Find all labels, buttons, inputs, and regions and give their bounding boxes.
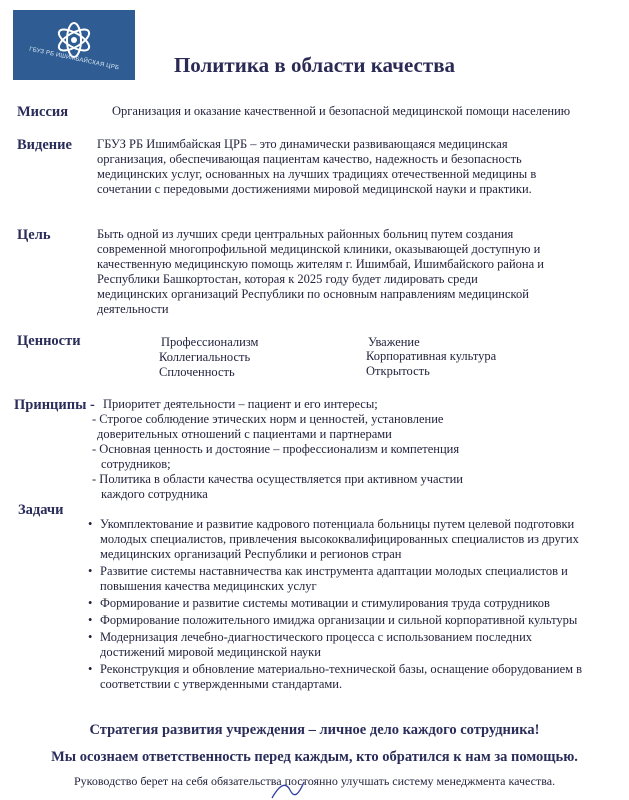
vision-label: Видение <box>17 137 72 153</box>
value-item: Коллегиальность <box>159 350 251 364</box>
tasks-list <box>88 517 588 694</box>
signature-icon <box>268 780 308 800</box>
value-item: Корпоративная культура <box>366 349 497 363</box>
principle-line: - Политика в области качества осуществляется при активном участии <box>92 472 463 486</box>
task-item: • Модернизация лечебно-диагностического процесса с использованием последних достижений мировой медицинской науки <box>88 630 588 660</box>
task-item: • Реконструкция и обновление материально-технической базы, оснащение оборудованием в соответствии с утвержденными стандартами. <box>88 662 588 692</box>
principle-line: Приоритет деятельности – пациент и его интересы; <box>103 397 378 411</box>
goal-text: Быть одной из лучших среди центральных районных больниц путем создания современной многопрофильной медицинской клиники, оказывающей доступную и качественную медицинскую помощь жителям г. Ишимбай, Ишимбайского района и Республики Башкортостан, которая к 2025 году будет лидировать среди медицинских организаций Республики по основным направлениям медицинской деятельности <box>97 227 544 316</box>
task-item: • Формирование и развитие системы мотивации и стимулирования труда сотрудников <box>88 596 588 611</box>
value-item: Открытость <box>366 364 430 378</box>
strategy-slogan: Стратегия развития учреждения – личное дело каждого сотрудника! <box>89 722 540 738</box>
task-item: • Развитие системы наставничества как инструмента адаптации молодых специалистов и повышения качества медицинских услуг <box>88 564 588 594</box>
tasks-label: Задачи <box>18 502 64 518</box>
task-item: • Формирование положительного имиджа организации и сильной корпоративной культуры <box>88 613 588 628</box>
mission-label: Миссия <box>17 104 69 120</box>
principle-line: доверительных отношений с пациентами и партнерами <box>97 427 392 441</box>
value-item: Сплоченность <box>159 365 235 379</box>
principle-line: сотрудников; <box>101 457 171 471</box>
value-item: Уважение <box>368 335 420 349</box>
management-commitment: Руководство берет на себя обязательства постоянно улучшать систему менеджмента качества. <box>73 774 556 788</box>
principle-line: - Основная ценность и достояние – профессионализм и компетенция <box>92 442 460 456</box>
value-item: Профессионализм <box>161 335 259 349</box>
vision-text: ГБУЗ РБ Ишимбайская ЦРБ – это динамически развивающаяся медицинская организация, обеспечивающая пациентам качество, надежность и безопасность медицинских услуг, основанных на лучших традициях отечественной медицины в сочетании с передовыми достижениями мировой медицинской науки и практики. <box>97 137 537 196</box>
principle-line: каждого сотрудника <box>101 487 208 501</box>
principle-line: - Строгое соблюдение этических норм и ценностей, установление <box>92 412 444 426</box>
goal-label: Цель <box>17 227 51 243</box>
page-title: Политика в области качества <box>173 53 456 77</box>
logo-text: ГБУЗ РБ ИШИМБАЙСКАЯ ЦРБ <box>28 46 120 72</box>
values-label: Ценности <box>17 333 81 349</box>
mission-text: Организация и оказание качественной и безопасной медицинской помощи населению <box>112 104 571 118</box>
responsibility-slogan: Мы осознаем ответственность перед каждым, кто обратился к нам за помощью. <box>51 749 578 765</box>
principles-label: Принципы - <box>14 397 95 413</box>
task-item: • Укомплектование и развитие кадрового потенциала больницы путем целевой подготовки молодых специалистов, привлечения высококвалифицированных специалистов из других медицинских организаций Республики и регионов стран <box>88 517 588 562</box>
